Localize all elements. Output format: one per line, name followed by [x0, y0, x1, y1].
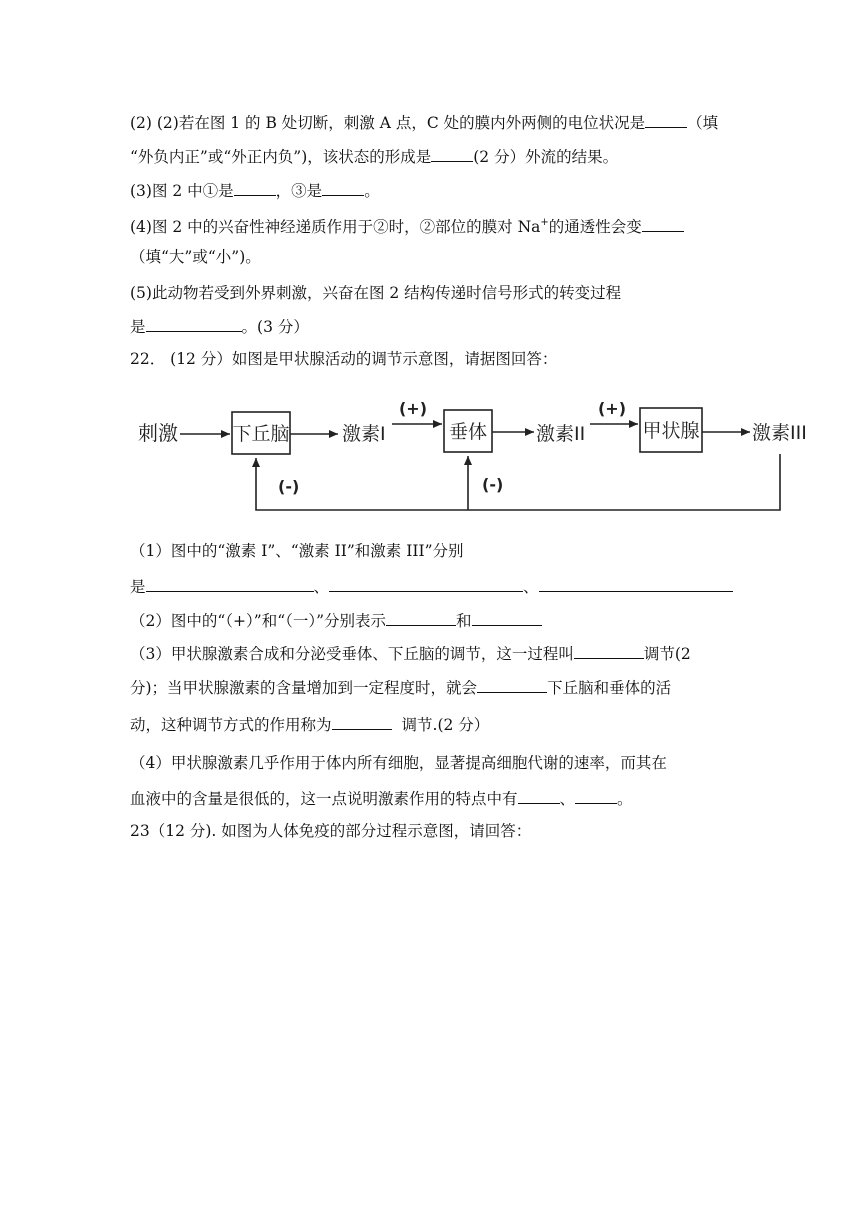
plus-sign-1: (+) [398, 399, 428, 418]
minus-sign-2: (-) [482, 475, 504, 494]
answer-blank[interactable] [477, 675, 547, 693]
plus-sign-2: (+) [597, 399, 627, 418]
answer-blank[interactable] [234, 178, 276, 196]
q22-sub4-line2: 血液中的含量是很低的，这一点说明激素作用的特点中有 、 。 [130, 786, 633, 810]
feedback-to-hypothalamus [256, 454, 780, 510]
q22-sub4-line1: （4）甲状腺激素几乎作用于体内所有细胞，显著提高细胞代谢的速率，而其在 [130, 754, 667, 772]
q22-sub3-line1: （3）甲状腺激素合成和分泌受垂体、下丘脑的调节，这一过程叫 调节(2 [130, 641, 691, 665]
answer-blank[interactable] [472, 608, 542, 626]
answer-blank[interactable] [146, 574, 314, 592]
q21-part2-line1: (2) (2)若在图 1 的 B 处切断，刺激 A 点，C 处的膜内外两侧的电位状况是 （填 [130, 110, 718, 134]
hormone1-label: 激素I [342, 423, 386, 445]
q21-part4-line2: （填“大”或“小”)。 [130, 248, 261, 266]
q21-part5-line1: (5)此动物若受到外界刺激，兴奋在图 2 结构传递时信号形式的转变过程 [130, 284, 622, 302]
answer-blank[interactable] [642, 214, 684, 232]
answer-blank[interactable] [329, 574, 523, 592]
thyroid-regulation-diagram [130, 384, 810, 518]
answer-blank[interactable] [574, 641, 644, 659]
answer-blank[interactable] [431, 144, 473, 162]
q21-part5-line2: 是 。(3 分） [130, 314, 309, 338]
q22-sub2: （2）图中的“（+）”和“（一）”分别表示 和 [130, 608, 542, 632]
stimulus-label: 刺激 [138, 421, 178, 445]
answer-blank[interactable] [332, 712, 392, 730]
q22-sub3-line3: 动，这种调节方式的作用称为 调节.(2 分） [130, 712, 489, 736]
answer-blank[interactable] [539, 574, 733, 592]
q23-header: 23（12 分). 如图为人体免疫的部分过程示意图，请回答： [130, 822, 532, 840]
q22-sub3-line2: 分)；当甲状腺激素的含量增加到一定程度时，就会 下丘脑和垂体的活 [130, 675, 671, 699]
answer-blank[interactable] [322, 178, 364, 196]
answer-blank[interactable] [386, 608, 456, 626]
q22-sub1-line1: （1）图中的“激素 I”、“激素 II”和激素 III”分别 [130, 542, 464, 560]
hypothalamus-label: 下丘脑 [232, 423, 290, 445]
q21-part3: (3)图 2 中①是 ，③是 。 [130, 178, 380, 202]
answer-blank[interactable] [146, 314, 242, 332]
thyroid-label: 甲状腺 [642, 420, 700, 442]
answer-blank[interactable] [518, 786, 560, 804]
answer-blank[interactable] [575, 786, 617, 804]
answer-blank[interactable] [645, 110, 687, 128]
minus-sign-1: (-) [278, 477, 300, 496]
hormone2-label: 激素II [536, 423, 586, 445]
hormone3-label: 激素III [752, 422, 807, 444]
q22-header: 22． (12 分）如图是甲状腺活动的调节示意图，请据图回答： [130, 350, 558, 368]
q21-part2-line2: “外负内正”或“外正内负”)，该状态的形成是 (2 分）外流的结果。 [130, 144, 618, 168]
pituitary-label: 垂体 [448, 421, 488, 443]
q21-part4-line1: (4)图 2 中的兴奋性神经递质作用于②时，②部位的膜对 Na+的通透性会变 [130, 212, 684, 238]
q22-sub1-line2: 是 、 、 [130, 574, 733, 598]
